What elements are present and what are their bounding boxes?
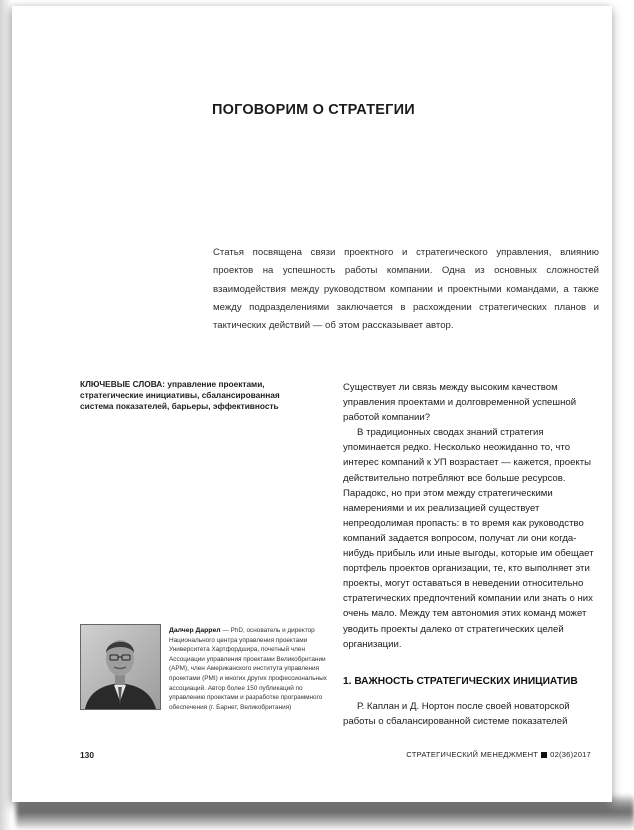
page-number: 130 (80, 750, 94, 760)
author-name: Далчер Даррел (169, 627, 221, 634)
square-bullet-icon (541, 752, 547, 758)
author-portrait-image (81, 625, 160, 709)
author-bio (169, 626, 327, 712)
journal-name: СТРАТЕГИЧЕСКИЙ МЕНЕДЖМЕНТ (406, 750, 539, 759)
body-paragraph-2: В традиционных сводах знаний стратегия упоминается редко. Несколько неожиданно то, что интерес компаний к УП возрастает — кажется, проекты действительно потребляют все больше ресурсов. Парадокс, но при этом между стратегическими намерениями и их реализацией существует непреодолимая пропасть: в то время как руководство компаний задается вопросом, получат ли они когда-нибудь прибыль или иные выгоды, которые им обещает портфель проектов организации, те, кто выполняет эти проекты, могут оставаться в неведении относительно стратегических предпочтений компании или знать о них очень мало. Между тем автономия этих команд может уводить проекты далеко от стратегических целей организации. (343, 427, 594, 650)
section-heading: 1. ВАЖНОСТЬ СТРАТЕГИЧЕСКИХ ИНИЦИАТИВ (343, 675, 578, 687)
journal-issue: 02(36)2017 (550, 750, 591, 759)
article-lead: Статья посвящена связи проектного и стратегического управления, влиянию проектов на успешность работы компании. Одна из основных сложностей взаимодействия между руководством компании и проектными командами, а также между подразделениями заключается в расхождении стратегических планов и тактических действий — об этом рассказывает автор. (213, 247, 599, 332)
body-paragraph-3: Р. Каплан и Д. Нортон после своей новаторской работы о сбалансированной системе показателей (343, 700, 570, 727)
magazine-page (12, 6, 612, 802)
article-title: ПОГОВОРИМ О СТРАТЕГИИ (212, 102, 415, 118)
author-photo (80, 624, 161, 710)
keywords-block (80, 379, 314, 412)
article-body (343, 380, 599, 729)
keywords-label: КЛЮЧЕВЫЕ СЛОВА: (80, 379, 166, 389)
keywords-text: управление проектами, стратегические инициативы, сбалансированная система показателей, барьеры, эффективность (80, 379, 280, 411)
body-paragraph-1: Существует ли связь между высоким качеством управления проектами и долговременной успешной работой компании? (343, 382, 577, 424)
author-description: — PhD, основатель и директор Национального центра управления проектами Университета Хартфордшира, почетный член Ассоциации управления проектами Великобритании (APM), член Американского института управления проектами (PMI) и многих других профессиональных ассоциаций. Автор более 150 публикаций по управлению проектами и разработке программного обеспечения (г. Барнет, Великобритания) (169, 627, 327, 711)
journal-footer (406, 750, 591, 759)
page-left-shadow (0, 0, 12, 830)
